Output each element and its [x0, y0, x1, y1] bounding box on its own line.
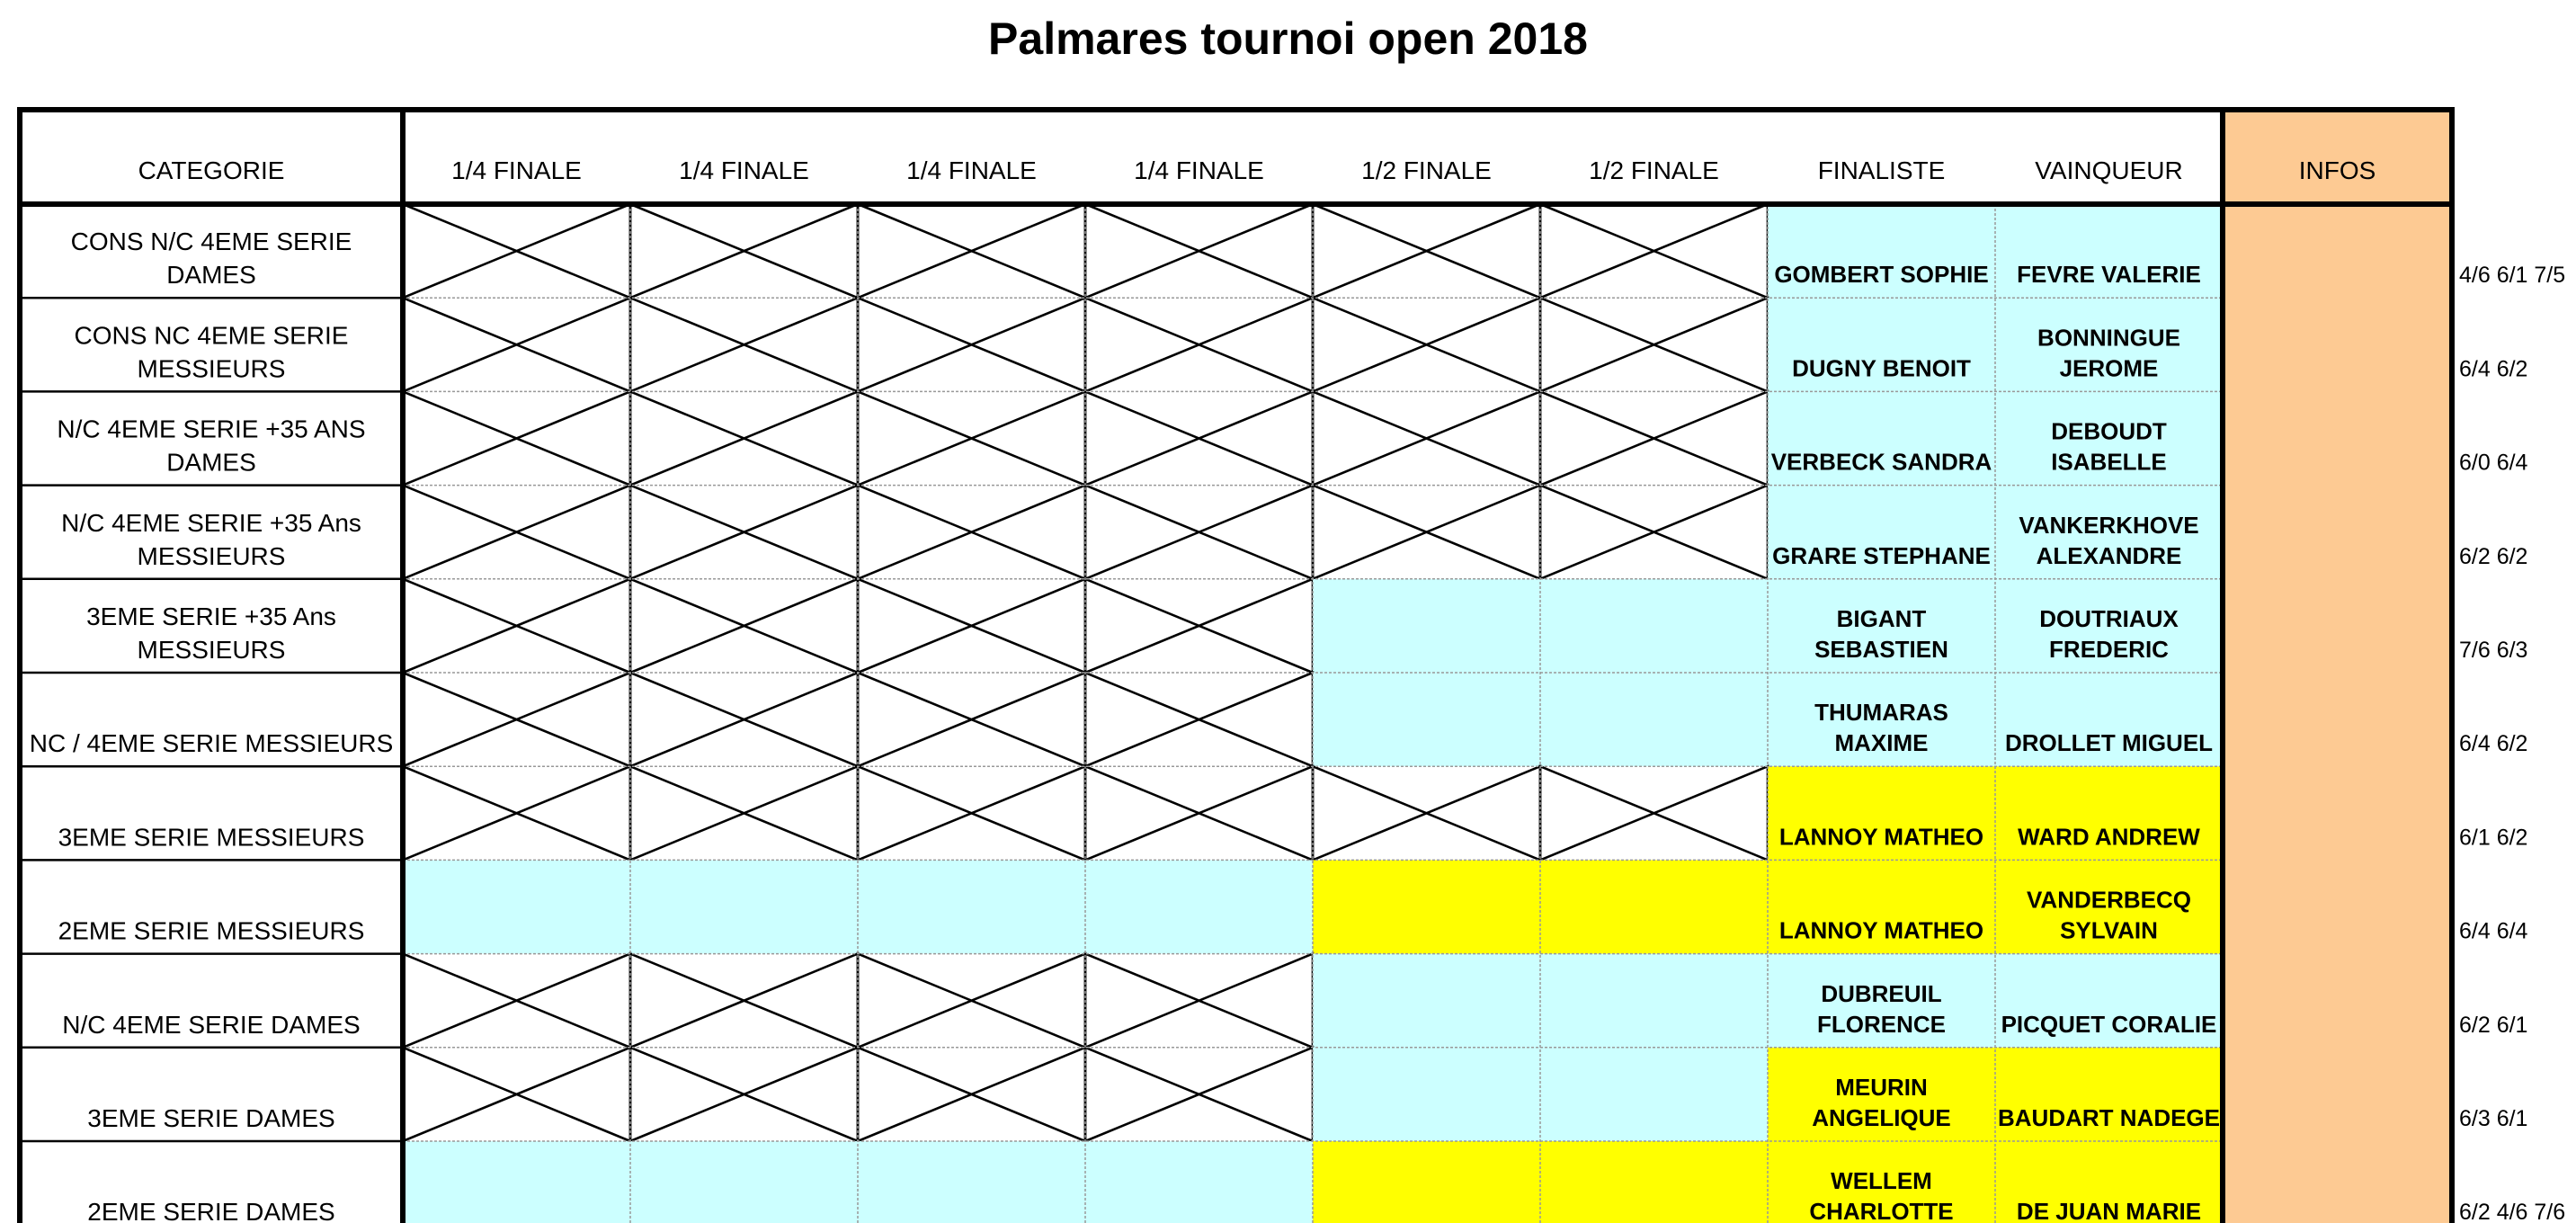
finalist-name: DUBREUIL — [1821, 979, 1942, 1007]
crossed-cell — [403, 298, 630, 391]
winner-name: ISABELLE — [2051, 448, 2167, 476]
shaded-cell — [1540, 1048, 1768, 1141]
crossed-cell — [630, 298, 858, 391]
finalist-name: GOMBERT SOPHIE — [1774, 261, 1989, 289]
crossed-cell — [403, 486, 630, 579]
winner-name: FREDERIC — [2049, 636, 2169, 663]
category-label: DAMES — [166, 448, 256, 477]
category-label: 3EME SERIE DAMES — [87, 1104, 335, 1132]
shaded-cell — [1085, 860, 1313, 953]
finalist-name: LANNOY MATHEO — [1778, 823, 1984, 851]
shaded-cell — [1313, 579, 1540, 673]
finalist-name: CHARLOTTE — [1809, 1198, 1954, 1223]
winner-name: JEROME — [2059, 354, 2159, 382]
crossed-cell — [858, 391, 1085, 485]
crossed-cell — [1085, 766, 1313, 860]
header-round-4: 1/4 FINALE — [1134, 156, 1264, 184]
finalist-name: MAXIME — [1834, 729, 1929, 757]
header-finalist: FINALISTE — [1817, 156, 1946, 184]
crossed-cell — [1085, 579, 1313, 673]
finalist-name: DUGNY BENOIT — [1792, 354, 1971, 382]
finalist-name: MEURIN — [1835, 1074, 1928, 1101]
match-score: 6/2 4/6 7/6 — [2459, 1200, 2566, 1223]
header-category: CATEGORIE — [138, 156, 285, 184]
finalist-name: ANGELIQUE — [1812, 1104, 1951, 1131]
crossed-cell — [1085, 673, 1313, 766]
crossed-cell — [403, 391, 630, 485]
header-round-2: 1/4 FINALE — [679, 156, 809, 184]
winner-name: DROLLET MIGUEL — [2004, 729, 2214, 757]
shaded-cell — [1540, 954, 1768, 1048]
winner-name: VANKERKHOVE — [2019, 511, 2199, 539]
header-round-1: 1/4 FINALE — [451, 156, 582, 184]
crossed-cell — [1085, 1048, 1313, 1141]
crossed-cell — [630, 204, 858, 298]
crossed-cell — [858, 486, 1085, 579]
crossed-cell — [630, 1048, 858, 1141]
crossed-cell — [1085, 486, 1313, 579]
crossed-cell — [630, 391, 858, 485]
crossed-cell — [1085, 391, 1313, 485]
category-label: MESSIEURS — [137, 636, 286, 664]
crossed-cell — [858, 204, 1085, 298]
finalist-name: LANNOY MATHEO — [1778, 916, 1984, 944]
match-score: 6/0 6/4 — [2459, 450, 2528, 476]
crossed-cell — [1085, 298, 1313, 391]
shaded-cell — [1313, 860, 1540, 953]
crossed-cell — [403, 954, 630, 1048]
category-label: DAMES — [166, 261, 256, 290]
finalist-name: BIGANT — [1836, 605, 1927, 632]
header-round-5: 1/2 FINALE — [1361, 156, 1492, 184]
shaded-cell — [1313, 954, 1540, 1048]
category-label: 2EME SERIE DAMES — [87, 1198, 335, 1223]
winner-name: DOUTRIAUX — [2039, 605, 2179, 632]
shaded-cell — [1540, 673, 1768, 766]
header-round-3: 1/4 FINALE — [906, 156, 1037, 184]
infos-column — [2223, 110, 2452, 1223]
match-score: 6/2 6/2 — [2459, 543, 2528, 569]
category-label: N/C 4EME SERIE +35 Ans — [61, 508, 361, 537]
winner-name: BONNINGUE — [2037, 324, 2180, 352]
finalist-name: SEBASTIEN — [1814, 636, 1948, 663]
shaded-cell — [630, 860, 858, 953]
match-score: 6/1 6/2 — [2459, 825, 2528, 851]
winner-name: BAUDART NADEGE — [1998, 1104, 2220, 1131]
shaded-cell — [1313, 673, 1540, 766]
crossed-cell — [1540, 391, 1768, 485]
crossed-cell — [1313, 298, 1540, 391]
category-label: 2EME SERIE MESSIEURS — [58, 916, 365, 945]
finalist-name: THUMARAS — [1814, 699, 1948, 727]
match-score: 4/6 6/1 7/5 — [2459, 263, 2566, 289]
crossed-cell — [1313, 766, 1540, 860]
crossed-cell — [403, 579, 630, 673]
crossed-cell — [858, 579, 1085, 673]
crossed-cell — [1085, 954, 1313, 1048]
crossed-cell — [630, 766, 858, 860]
match-score: 7/6 6/3 — [2459, 638, 2528, 663]
crossed-cell — [630, 486, 858, 579]
winner-name: DEBOUDT — [2051, 417, 2167, 445]
finalist-name: VERBECK SANDRA — [1770, 448, 1992, 476]
shaded-cell — [1540, 579, 1768, 673]
match-score: 6/4 6/2 — [2459, 356, 2528, 382]
crossed-cell — [858, 954, 1085, 1048]
shaded-cell — [1540, 1141, 1768, 1223]
category-label: 3EME SERIE MESSIEURS — [58, 823, 365, 852]
match-score: 6/3 6/1 — [2459, 1106, 2528, 1131]
crossed-cell — [1085, 204, 1313, 298]
match-score: 6/2 6/1 — [2459, 1012, 2528, 1038]
crossed-cell — [630, 954, 858, 1048]
winner-name: ALEXANDRE — [2036, 541, 2182, 569]
crossed-cell — [403, 673, 630, 766]
crossed-cell — [403, 766, 630, 860]
category-label: 3EME SERIE +35 Ans — [86, 603, 336, 630]
winner-name: VANDERBECQ — [2027, 886, 2191, 914]
crossed-cell — [1313, 204, 1540, 298]
finalist-name: GRARE STEPHANE — [1772, 541, 1991, 569]
header-infos: INFOS — [2298, 156, 2376, 184]
page-title: Palmares tournoi open 2018 — [988, 13, 1588, 64]
crossed-cell — [1313, 486, 1540, 579]
crossed-cell — [403, 204, 630, 298]
shaded-cell — [858, 860, 1085, 953]
category-label: CONS NC 4EME SERIE — [74, 321, 349, 350]
finalist-name: WELLEM — [1831, 1167, 1932, 1195]
crossed-cell — [1540, 486, 1768, 579]
crossed-cell — [858, 766, 1085, 860]
shaded-cell — [630, 1141, 858, 1223]
category-label: MESSIEURS — [137, 541, 286, 570]
crossed-cell — [1540, 298, 1768, 391]
winner-name: FEVRE VALERIE — [2017, 261, 2201, 289]
match-score: 6/4 6/2 — [2459, 731, 2528, 757]
category-label: N/C 4EME SERIE +35 ANS — [57, 415, 366, 443]
crossed-cell — [1540, 766, 1768, 860]
crossed-cell — [403, 1048, 630, 1141]
category-label: NC / 4EME SERIE MESSIEURS — [29, 729, 394, 758]
crossed-cell — [858, 1048, 1085, 1141]
category-label: CONS N/C 4EME SERIE — [70, 228, 352, 256]
shaded-cell — [1540, 860, 1768, 953]
finalist-name: FLORENCE — [1817, 1010, 1946, 1038]
header-round-6: 1/2 FINALE — [1589, 156, 1719, 184]
shaded-cell — [858, 1141, 1085, 1223]
shaded-cell — [1085, 1141, 1313, 1223]
crossed-cell — [630, 673, 858, 766]
winner-name: SYLVAIN — [2060, 916, 2158, 944]
shaded-cell — [403, 1141, 630, 1223]
crossed-cell — [858, 298, 1085, 391]
shaded-cell — [1313, 1048, 1540, 1141]
winner-name: PICQUET CORALIE — [2001, 1010, 2217, 1038]
shaded-cell — [1313, 1141, 1540, 1223]
crossed-cell — [1540, 204, 1768, 298]
crossed-cell — [1313, 391, 1540, 485]
category-label: N/C 4EME SERIE DAMES — [62, 1010, 361, 1039]
header-winner: VAINQUEUR — [2035, 156, 2183, 184]
crossed-cell — [630, 579, 858, 673]
crossed-cell — [858, 673, 1085, 766]
winner-name: WARD ANDREW — [2018, 823, 2200, 851]
category-label: MESSIEURS — [137, 354, 286, 383]
match-score: 6/4 6/4 — [2459, 918, 2528, 944]
shaded-cell — [403, 860, 630, 953]
winner-name: DE JUAN MARIE — [2016, 1198, 2202, 1223]
